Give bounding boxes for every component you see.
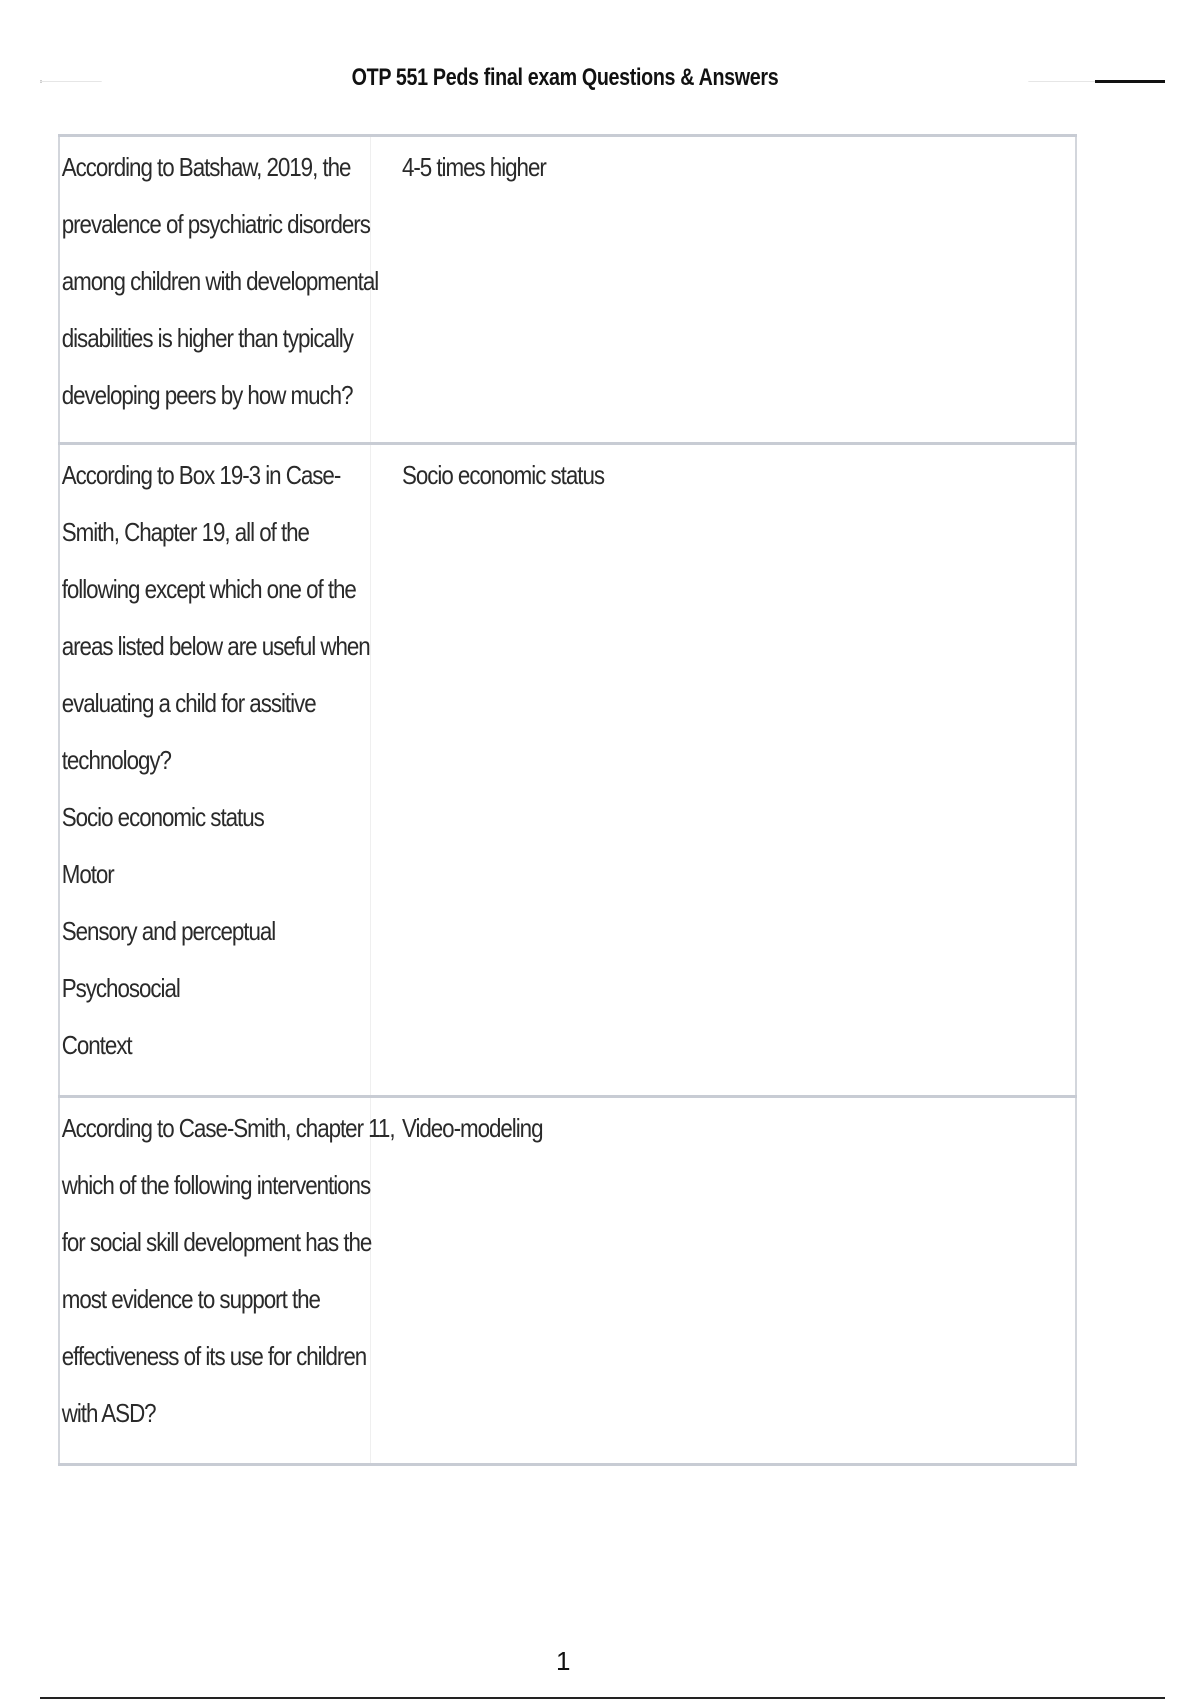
question-cell (59, 444, 371, 1097)
answer-text: 4-5 times higher (401, 152, 546, 182)
question-text: According to Box 19-3 in Case- Smith, Chapter 19, all of the following except which one of the areas listed below are useful when evaluating a child for assitive technology? Socio economic status Motor Sensory and perceptual Psychosocial Context (61, 460, 370, 1060)
answer-text: Socio economic status (401, 460, 605, 490)
answer-cell (371, 1097, 1077, 1465)
table-row (59, 444, 1076, 1097)
answer-cell (371, 136, 1077, 444)
question-cell (59, 136, 379, 444)
question-text: According to Batshaw, 2019, the prevalence of psychiatric disorders among children with developmental disabilities is higher than typically developing peers by how much? (61, 152, 379, 410)
answer-text: Video-modeling (401, 1113, 543, 1143)
header-rule-accent (1095, 80, 1165, 83)
footer-rule (40, 1697, 1165, 1699)
question-text: According to Case-Smith, chapter 11, which of the following interventions for social skill development has the most evidence to support the effectiveness of its use for children with ASD? (61, 1113, 395, 1428)
table-row (59, 1097, 1076, 1465)
answer-cell (371, 444, 1077, 1097)
table-row (59, 136, 1076, 444)
page-title: OTP 551 Peds final exam Questions & Answers (102, 64, 1029, 92)
question-cell (59, 1097, 395, 1465)
page-number: 1 (556, 1646, 571, 1676)
qa-table (58, 134, 1077, 1466)
